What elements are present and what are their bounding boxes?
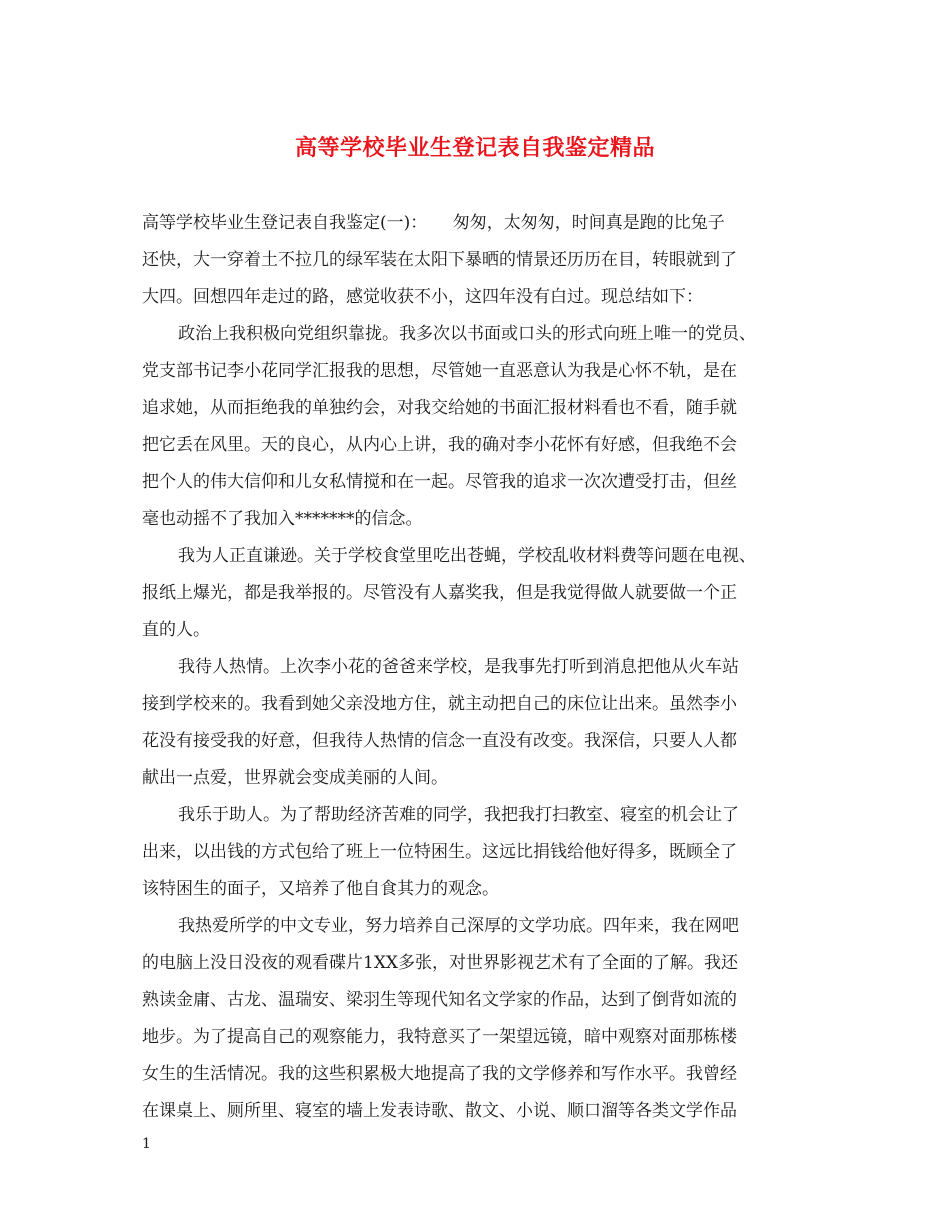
body-line: 我待人热情。上次李小花的爸爸来学校，是我事先打听到消息把他从火车站 [178,657,739,677]
body-line: 花没有接受我的好意，但我待人热情的信念一直没有改变。我深信，只要人人都 [142,731,737,751]
body-line: 的电脑上没日没夜的观看碟片1XX多张，对世界影视艺术有了全面的了解。我还 [142,953,739,973]
body-line: 在课桌上、厕所里、寝室的墙上发表诗歌、散文、小说、顺口溜等各类文学作品 [142,1101,737,1121]
body-line: 该特困生的面子，又培养了他自食其力的观念。 [142,879,499,899]
body-line: 献出一点爱，世界就会变成美丽的人间。 [142,768,448,788]
body-line: 把它丢在风里。天的良心，从内心上讲，我的确对李小花怀有好感，但我绝不会 [142,435,737,455]
body-line: 追求她，从而拒绝我的单独约会，对我交给她的书面汇报材料看也不看，随手就 [142,398,737,418]
body-line: 大四。回想四年走过的路，感觉收获不小，这四年没有白过。现总结如下： [142,287,703,307]
body-line: 我乐于助人。为了帮助经济苦难的同学，我把我打扫教室、寝室的机会让了 [178,805,739,825]
body-line: 接到学校来的。我看到她父亲没地方住，就主动把自己的床位让出来。虽然李小 [142,694,737,714]
body-line: 直的人。 [142,620,210,640]
document-body [142,205,810,1130]
body-line: 我热爱所学的中文专业，努力培养自己深厚的文学功底。四年来，我在网吧 [178,916,739,936]
body-line: 政治上我积极向党组织靠拢。我多次以书面或口头的形式向班上唯一的党员、 [178,324,756,344]
body-line: 还快，大一穿着土不拉几的绿军装在太阳下暴晒的情景还历历在目，转眼就到了 [142,250,737,270]
body-line: 把个人的伟大信仰和儿女私情搅和在一起。尽管我的追求一次次遭受打击，但丝 [142,472,737,492]
body-line: 熟读金庸、古龙、温瑞安、梁羽生等现代知名文学家的作品，达到了倒背如流的 [142,990,737,1010]
body-line: 出来，以出钱的方式包给了班上一位特困生。这远比捐钱给他好得多，既顾全了 [142,842,737,862]
page-number: 1 [142,1136,151,1152]
body-line: 报纸上爆光，都是我举报的。尽管没有人嘉奖我，但是我觉得做人就要做一个正 [142,583,737,603]
body-line: 女生的生活情况。我的这些积累极大地提高了我的文学修养和写作水平。我曾经 [142,1064,737,1084]
body-line: 党支部书记李小花同学汇报我的思想，尽管她一直恶意认为我是心怀不轨，是在 [142,361,737,381]
body-line: 高等学校毕业生登记表自我鉴定(一)： 匆匆，太匆匆，时间真是跑的比兔子 [142,213,725,233]
document-title: 高等学校毕业生登记表自我鉴定精品 [294,135,655,161]
body-line: 我为人正直谦逊。关于学校食堂里吃出苍蝇，学校乱收材料费等问题在电视、 [178,546,756,566]
body-line: 毫也动摇不了我加入*******的信念。 [142,509,423,529]
body-line: 地步。为了提高自己的观察能力，我特意买了一架望远镜，暗中观察对面那栋楼 [142,1027,737,1047]
